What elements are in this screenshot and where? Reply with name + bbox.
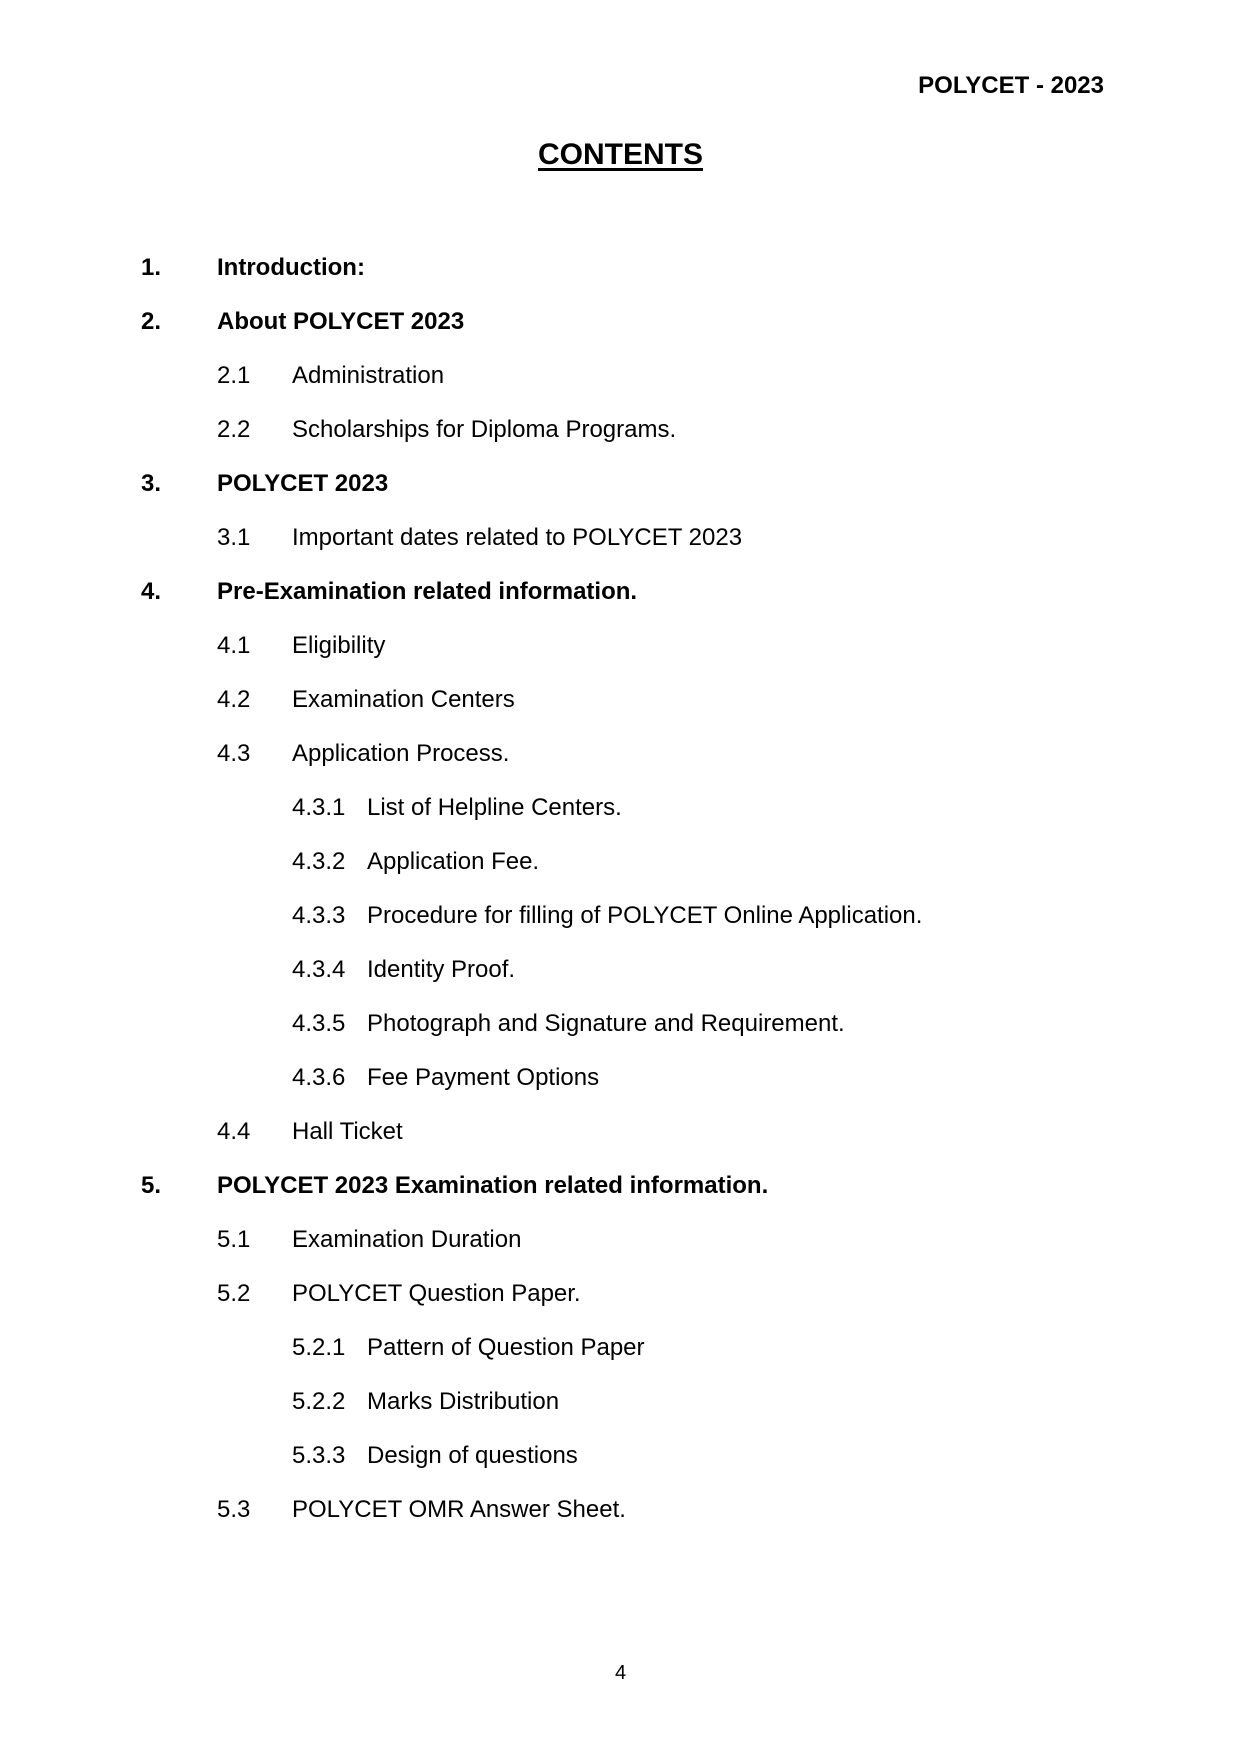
toc-entry-2-2[interactable] [0,415,1241,469]
toc-entry-3[interactable] [0,469,1241,523]
toc-entry-4-4[interactable] [0,1117,1241,1171]
toc-entry-number: 2. [141,308,162,335]
toc-entry-4-3-2[interactable] [0,847,1241,901]
toc-entry-title: Photograph and Signature and Requirement. [367,1010,845,1037]
toc-entry-number: 4.3 [217,740,251,767]
toc-entry-4-2[interactable] [0,685,1241,739]
toc-entry-4-3-1[interactable] [0,793,1241,847]
page-title [0,140,1241,170]
toc-entry-number: 4.3.3 [292,902,346,929]
toc-entry-number: 3.1 [217,524,251,551]
toc-entry-number: 5. [141,1172,162,1199]
toc-entry-number: 2.1 [217,362,251,389]
toc-entry-number: 5.1 [217,1226,251,1253]
toc-entry-4-3-6[interactable] [0,1063,1241,1117]
toc-entry-title: Fee Payment Options [367,1064,600,1091]
toc-entry-number: 5.3.3 [292,1442,346,1469]
toc-entry-title: Examination Duration [292,1226,522,1253]
toc-entry-title: Identity Proof. [367,956,516,983]
toc-entry-3-1[interactable] [0,523,1241,577]
toc-entry-5-2-2[interactable] [0,1387,1241,1441]
toc-entry-number: 4.3.6 [292,1064,346,1091]
toc-entry-number: 2.2 [217,416,251,443]
toc-entry-title: Hall Ticket [292,1118,403,1145]
toc-entry-title: Design of questions [367,1442,578,1469]
toc-entry-number: 4.2 [217,686,251,713]
toc-entry-title: Administration [292,362,445,389]
toc-entry-2-1[interactable] [0,361,1241,415]
page-number: 4 [614,1662,627,1684]
toc-entry-5-2-1[interactable] [0,1333,1241,1387]
toc-entry-title: Application Process. [292,740,510,767]
table-of-contents [0,253,1241,1549]
toc-entry-title: List of Helpline Centers. [367,794,622,821]
toc-entry-title: POLYCET OMR Answer Sheet. [292,1496,626,1523]
toc-entry-number: 4. [141,578,162,605]
toc-entry-title: Pre-Examination related information. [217,578,638,605]
page-title-text: CONTENTS [538,138,703,171]
toc-entry-number: 1. [141,254,162,281]
toc-entry-1[interactable] [0,253,1241,307]
toc-entry-title: POLYCET Question Paper. [292,1280,581,1307]
toc-entry-title: POLYCET 2023 [217,470,389,497]
toc-entry-title: Scholarships for Diploma Programs. [292,416,677,443]
toc-entry-5-2[interactable] [0,1279,1241,1333]
toc-entry-title: Examination Centers [292,686,515,713]
toc-entry-title: Application Fee. [367,848,540,875]
toc-entry-number: 4.3.2 [292,848,346,875]
toc-entry-number: 4.1 [217,632,251,659]
toc-entry-title: POLYCET 2023 Examination related information. [217,1172,769,1199]
document-header: POLYCET - 2023 [918,72,1104,99]
toc-entry-title: Important dates related to POLYCET 2023 [292,524,743,551]
toc-entry-number: 3. [141,470,162,497]
toc-entry-title: Marks Distribution [367,1388,560,1415]
toc-entry-2[interactable] [0,307,1241,361]
toc-entry-5-1[interactable] [0,1225,1241,1279]
toc-entry-4-3-4[interactable] [0,955,1241,1009]
toc-entry-4-3[interactable] [0,739,1241,793]
toc-entry-5[interactable] [0,1171,1241,1225]
toc-entry-number: 4.4 [217,1118,251,1145]
toc-entry-4-1[interactable] [0,631,1241,685]
toc-entry-number: 5.3 [217,1496,251,1523]
toc-entry-title: About POLYCET 2023 [217,308,465,335]
toc-entry-4[interactable] [0,577,1241,631]
toc-entry-title: Eligibility [292,632,386,659]
toc-entry-4-3-3[interactable] [0,901,1241,955]
toc-entry-number: 5.2.2 [292,1388,346,1415]
toc-entry-number: 5.2.1 [292,1334,346,1361]
toc-entry-number: 4.3.4 [292,956,346,983]
toc-entry-number: 5.2 [217,1280,251,1307]
toc-entry-4-3-5[interactable] [0,1009,1241,1063]
toc-entry-5-3-3[interactable] [0,1441,1241,1495]
toc-entry-title: Pattern of Question Paper [367,1334,645,1361]
toc-entry-title: Introduction: [217,254,365,281]
toc-entry-title: Procedure for filling of POLYCET Online Application. [367,902,923,929]
toc-entry-number: 4.3.5 [292,1010,346,1037]
toc-entry-5-3[interactable] [0,1495,1241,1549]
toc-entry-number: 4.3.1 [292,794,346,821]
